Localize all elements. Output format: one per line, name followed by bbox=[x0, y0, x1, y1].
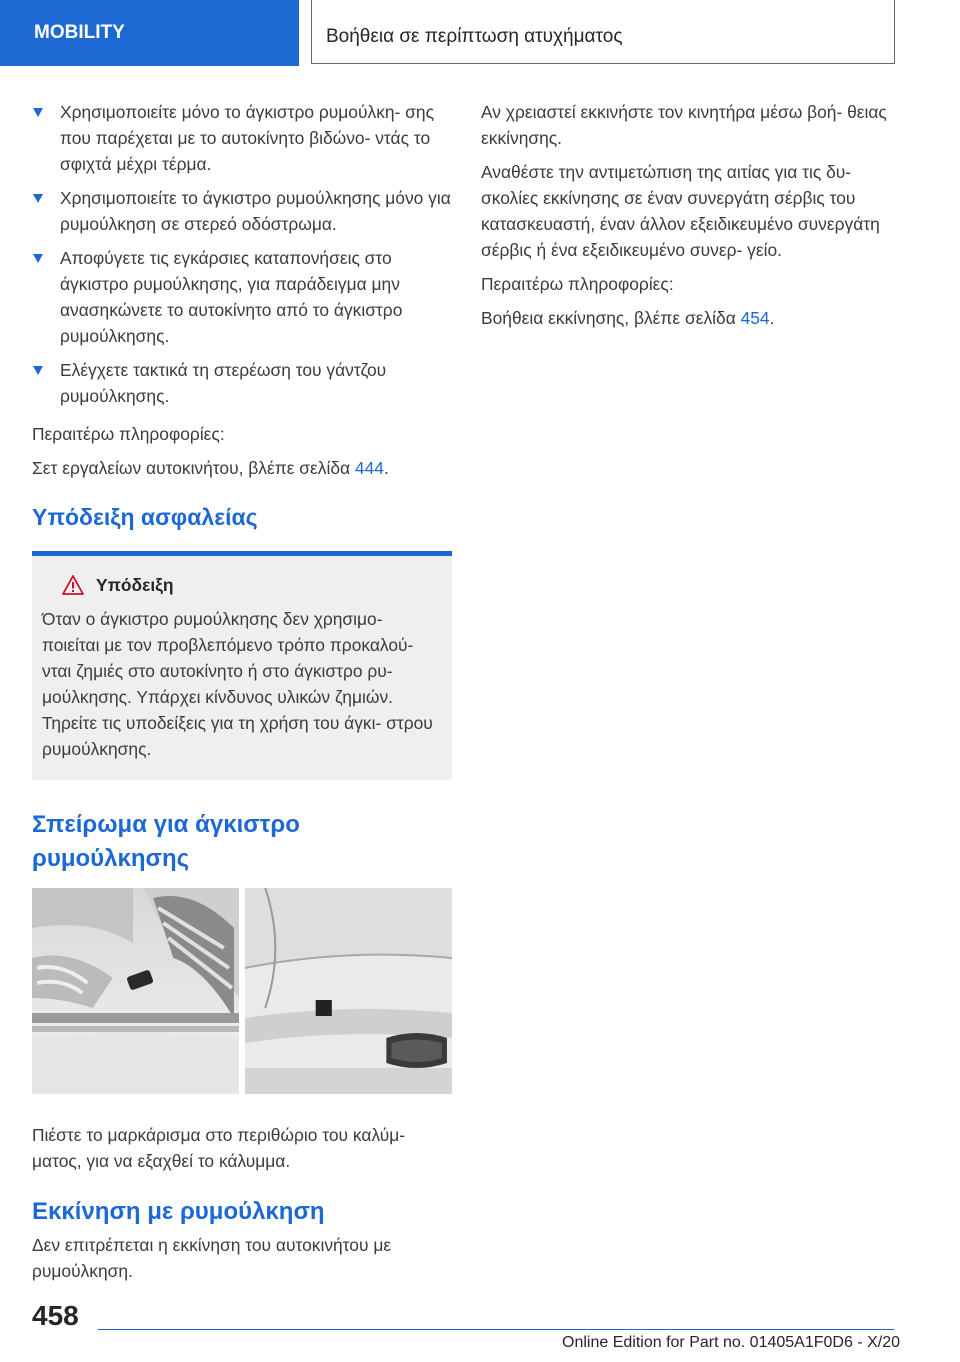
warning-header bbox=[42, 572, 442, 598]
section-label: MOBILITY bbox=[34, 22, 125, 43]
photo-row bbox=[32, 888, 452, 1094]
triangle-bullet-icon bbox=[33, 194, 43, 203]
cross-reference bbox=[481, 305, 901, 331]
triangle-bullet-icon bbox=[33, 366, 43, 375]
page-link[interactable]: 454 bbox=[740, 308, 770, 328]
section-tab bbox=[0, 0, 299, 66]
cross-reference-end: . bbox=[769, 308, 775, 328]
right-column bbox=[481, 99, 901, 339]
list-item bbox=[32, 357, 452, 409]
cross-reference-end: . bbox=[383, 458, 389, 478]
list-item-text: Χρησιμοποιείτε μόνο το άγκιστρο ρυμούλκη- σης που παρέχεται με το αυτοκίνητο βιδώνο- ντάς το σφιχτά μέχρι τέρμα. bbox=[60, 102, 434, 174]
bumper-rear-photo bbox=[245, 888, 452, 1094]
photo-caption: Πιέστε το μαρκάρισμα στο περιθώριο του καλύμ- ματος, για να εξαχθεί το κάλυμμα. bbox=[32, 1125, 406, 1171]
more-info-label: Περαιτέρω πληροφορίες: bbox=[481, 274, 674, 294]
cross-reference-text: Βοήθεια εκκίνησης, βλέπε σελίδα bbox=[481, 308, 741, 328]
thread-heading: Σπείρωμα για άγκιστρο ρυμούλκησης bbox=[32, 811, 300, 872]
list-item-text: Χρησιμοποιείτε το άγκιστρο ρυμούλκησης μόνο για ρυμούλκηση σε στερεό οδόστρωμα. bbox=[60, 188, 451, 234]
safety-heading: Υπόδειξη ασφαλείας bbox=[32, 504, 258, 530]
triangle-bullet-icon bbox=[33, 254, 43, 263]
more-info-label: Περαιτέρω πληροφορίες: bbox=[32, 424, 225, 444]
list-item bbox=[32, 245, 452, 349]
list-item-text: Ελέγχετε τακτικά τη στερέωση του γάντζου ρυμούλκησης. bbox=[60, 360, 387, 406]
edition-label: Online Edition for Part no. 01405A1F0D6 - X/20 bbox=[562, 1334, 900, 1351]
warning-box bbox=[32, 551, 452, 780]
page-number: 458 bbox=[32, 1300, 79, 1331]
list-item bbox=[32, 99, 452, 177]
start-text: Δεν επιτρέπεται η εκκίνηση του αυτοκινήτου με ρυμούλκηση. bbox=[32, 1235, 392, 1281]
paragraph: Αν χρειαστεί εκκινήστε τον κινητήρα μέσω βοή- θειας εκκίνησης. bbox=[481, 102, 887, 148]
page-link[interactable]: 444 bbox=[354, 458, 384, 478]
list-item-text: Αποφύγετε τις εγκάρσιες καταπονήσεις στο άγκιστρο ρυμούλκησης, για παράδειγμα μην ανασηκώνετε το αυτοκίνητο από το άγκιστρο ρυμούλκησης. bbox=[60, 248, 403, 346]
left-column bbox=[32, 99, 452, 1292]
list-item bbox=[32, 185, 452, 237]
paragraph: Αναθέστε την αντιμετώπιση της αιτίας για τις δυ- σκολίες εκκίνησης σε έναν συνεργάτη σέρβις του κατασκευαστή, έναν άλλον εξειδικευμένο συνεργάτη σέρβις ή ένα εξειδικευμένο συνερ- γείο. bbox=[481, 162, 880, 260]
warning-triangle-icon bbox=[62, 575, 84, 595]
bumper-grille-photo bbox=[32, 888, 239, 1094]
footer-divider bbox=[98, 1329, 894, 1330]
triangle-bullet-icon bbox=[33, 108, 43, 117]
warning-title: Υπόδειξη bbox=[96, 575, 174, 595]
cross-reference bbox=[32, 455, 452, 481]
chapter-title: Βοήθεια σε περίπτωση ατυχήματος bbox=[326, 26, 623, 47]
start-heading: Εκκίνηση με ρυμούλκηση bbox=[32, 1198, 325, 1225]
warning-body: Όταν ο άγκιστρο ρυμούλκησης δεν χρησιμο- ποιείται με τον προβλεπόμενο τρόπο προκαλού- νται ζημιές στο αυτοκίνητο ή στο άγκιστρο ρυ- μούλκησης. Υπάρχει κίνδυνος υλικών ζημιών. Τηρείτε τις υποδείξεις για τη χρήση του άγκι- στρου ρυμούλκησης. bbox=[42, 609, 433, 759]
cross-reference-text: Σετ εργαλείων αυτοκινήτου, βλέπε σελίδα bbox=[32, 458, 355, 478]
